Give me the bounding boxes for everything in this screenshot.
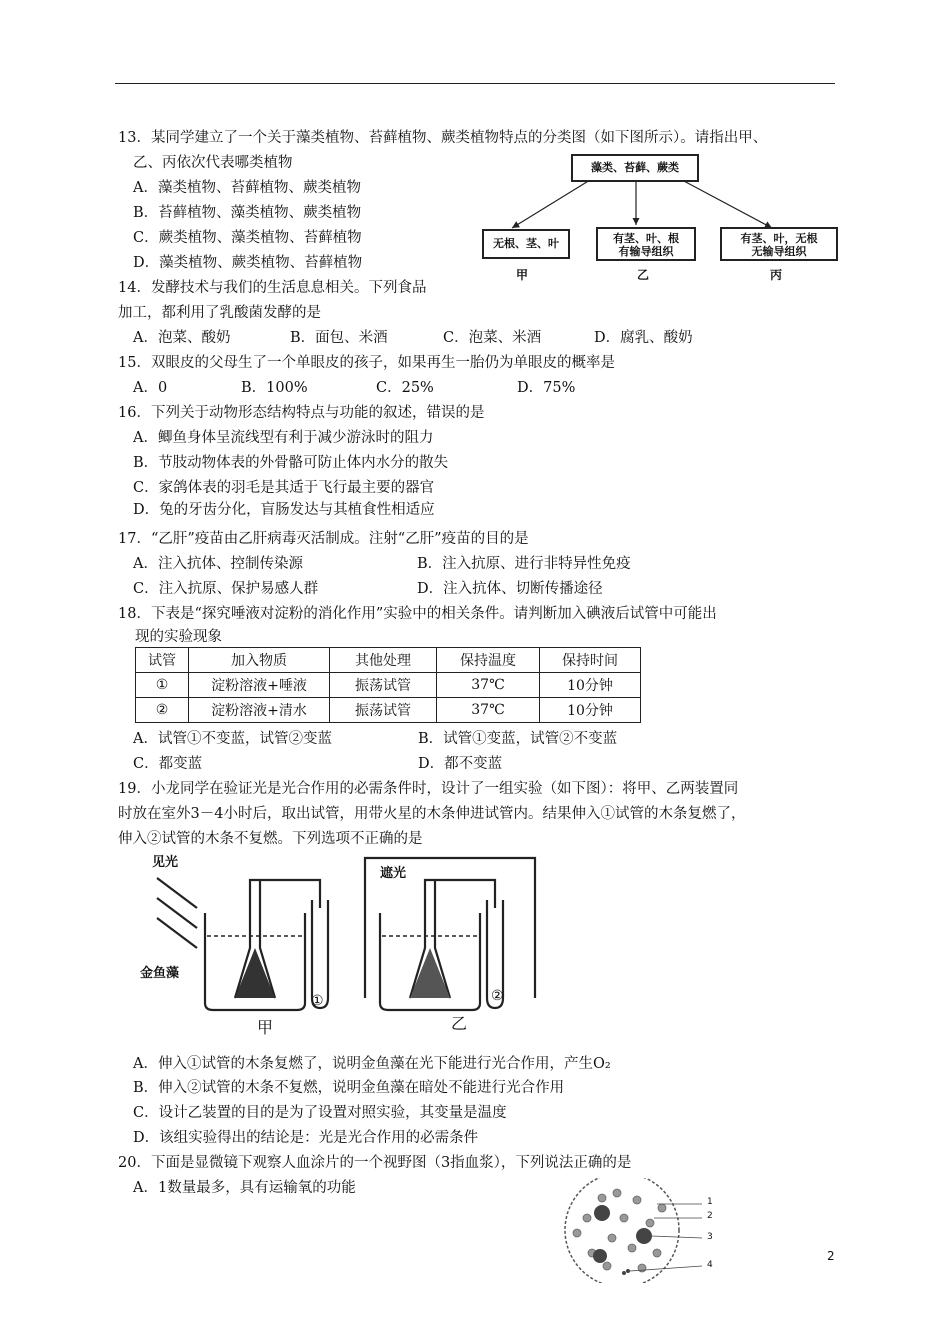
table-header: 其他处理 bbox=[330, 648, 437, 673]
q14-option-b: B．面包、米酒 bbox=[290, 330, 388, 346]
smear-label-3: 3 bbox=[707, 1232, 713, 1242]
table-header: 保持温度 bbox=[437, 648, 540, 673]
table-cell: ② bbox=[136, 698, 189, 723]
smear-label-2: 2 bbox=[707, 1211, 713, 1221]
q15-option-c: C．25% bbox=[376, 380, 434, 396]
q14-option-a: A．泡菜、酸奶 bbox=[133, 330, 231, 346]
diagram-right-box bbox=[720, 227, 838, 261]
table-cell: 淀粉溶液+清水 bbox=[189, 698, 330, 723]
table-cell: 37℃ bbox=[437, 698, 540, 723]
table-cell: 振荡试管 bbox=[330, 698, 437, 723]
table-row bbox=[136, 673, 641, 698]
q18-experiment-table bbox=[135, 647, 641, 723]
q19-stem-line1: 19．小龙同学在验证光是光合作用的必需条件时，设计了一组实验（如下图）：将甲、乙两装置同 bbox=[118, 781, 739, 797]
diagram-middle-box bbox=[596, 227, 696, 261]
table-cell: 10分钟 bbox=[540, 673, 641, 698]
q14-stem-line2: 加工，都利用了乳酸菌发酵的是 bbox=[118, 305, 321, 321]
q18-option-c: C．都变蓝 bbox=[133, 756, 203, 772]
diagram-label-yi: 乙 bbox=[637, 268, 650, 282]
smear-label-4: 4 bbox=[707, 1260, 713, 1270]
table-header-row bbox=[136, 648, 641, 673]
q19-option-b: B．伸入②试管的木条不复燃，说明金鱼藻在暗处不能进行光合作用 bbox=[133, 1080, 565, 1096]
smear-label-1: 1 bbox=[707, 1197, 713, 1207]
table-cell: 振荡试管 bbox=[330, 673, 437, 698]
q18-stem-line1: 18．下表是“探究唾液对淀粉的消化作用”实验中的相关条件。请判断加入碘液后试管中可能出 bbox=[118, 606, 717, 622]
q18-option-b: B．试管①变蓝，试管②不变蓝 bbox=[418, 731, 618, 747]
q16-option-d: D．兔的牙齿分化，盲肠发达与其植食性相适应 bbox=[133, 502, 435, 518]
diagram-label-jia: 甲 bbox=[516, 268, 529, 282]
q18-option-d: D．都不变蓝 bbox=[418, 756, 503, 772]
table-row bbox=[136, 698, 641, 723]
diagram-right-line2: 无输导组织 bbox=[751, 245, 807, 258]
diagram-right-line1: 有茎、叶，无根 bbox=[740, 232, 818, 245]
q13-option-d: D．藻类植物、蕨类植物、苔藓植物 bbox=[133, 255, 363, 271]
q15-option-a: A．0 bbox=[133, 380, 168, 396]
diagram-left-box: 无根、茎、叶 bbox=[482, 229, 570, 259]
q14-option-c: C．泡菜、米酒 bbox=[443, 330, 542, 346]
q13-stem-line1: 13．某同学建立了一个关于藻类植物、苔藓植物、蕨类植物特点的分类图（如下图所示）。请指出甲、 bbox=[118, 130, 768, 146]
q19-option-a: A．伸入①试管的木条复燃了，说明金鱼藻在光下能进行光合作用，产生O₂ bbox=[133, 1056, 611, 1072]
dark-label: 遮光 bbox=[380, 866, 407, 881]
q14-option-d: D．腐乳、酸奶 bbox=[594, 330, 693, 346]
q13-option-a: A．藻类植物、苔藓植物、蕨类植物 bbox=[133, 180, 361, 196]
q17-option-d: D．注入抗体、切断传播途径 bbox=[417, 581, 603, 597]
q19-option-c: C．设计乙装置的目的是为了设置对照实验，其变量是温度 bbox=[133, 1105, 507, 1121]
q13-option-c: C．蕨类植物、藻类植物、苔藓植物 bbox=[133, 230, 362, 246]
tube1-label: ① bbox=[311, 993, 324, 1009]
q14-stem-line1: 14．发酵技术与我们的生活息息相关。下列食品 bbox=[118, 280, 427, 296]
q17-option-c: C．注入抗原、保护易感人群 bbox=[133, 581, 319, 597]
q20-option-a: A．1数量最多，具有运输氧的功能 bbox=[133, 1180, 356, 1196]
table-header: 试管 bbox=[136, 648, 189, 673]
q19-stem-line2: 时放在室外3－4小时后，取出试管，用带火星的木条伸进试管内。结果伸入①试管的木条复燃了， bbox=[118, 806, 746, 822]
tube2-label: ② bbox=[491, 988, 504, 1004]
table-header: 加入物质 bbox=[189, 648, 330, 673]
header-rule bbox=[115, 83, 835, 84]
q15-stem: 15．双眼皮的父母生了一个单眼皮的孩子，如果再生一胎仍为单眼皮的概率是 bbox=[118, 355, 615, 371]
table-cell: 10分钟 bbox=[540, 698, 641, 723]
q18-stem-line2: 现的实验现象 bbox=[135, 629, 222, 645]
q17-option-a: A．注入抗体、控制传染源 bbox=[133, 556, 303, 572]
q19-stem-line3: 伸入②试管的木条不复燃。下列选项不正确的是 bbox=[118, 831, 423, 847]
q13-option-b: B．苔藓植物、藻类植物、蕨类植物 bbox=[133, 205, 362, 221]
photosynthesis-apparatus bbox=[135, 848, 540, 1038]
q17-stem: 17．“乙肝”疫苗由乙肝病毒灭活制成。注射“乙肝”疫苗的目的是 bbox=[118, 531, 529, 547]
apparatus-a-label: 甲 bbox=[257, 1018, 274, 1037]
diagram-top-box: 藻类、苔藓、蕨类 bbox=[571, 154, 699, 182]
diagram-middle-line2: 有输导组织 bbox=[618, 245, 674, 258]
apparatus-b-label: 乙 bbox=[451, 1014, 468, 1033]
q17-option-b: B．注入抗原、进行非特异性免疫 bbox=[417, 556, 631, 572]
diagram-label-bing: 丙 bbox=[770, 268, 783, 282]
table-cell: ① bbox=[136, 673, 189, 698]
q16-stem: 16．下列关于动物形态结构特点与功能的叙述，错误的是 bbox=[118, 405, 485, 421]
table-cell: 淀粉溶液+唾液 bbox=[189, 673, 330, 698]
q16-option-a: A．鲫鱼身体呈流线型有利于减少游泳时的阻力 bbox=[133, 430, 434, 446]
q18-option-a: A．试管①不变蓝，试管②变蓝 bbox=[133, 731, 332, 747]
q15-option-b: B．100% bbox=[241, 380, 308, 396]
table-cell: 37℃ bbox=[437, 673, 540, 698]
diagram-middle-line1: 有茎、叶、根 bbox=[613, 232, 679, 245]
q13-stem-line2: 乙、丙依次代表哪类植物 bbox=[133, 155, 293, 171]
light-label: 见光 bbox=[152, 855, 179, 870]
q16-option-b: B．节肢动物体表的外骨骼可防止体内水分的散失 bbox=[133, 455, 449, 471]
q16-option-c: C．家鸽体表的羽毛是其适于飞行最主要的器官 bbox=[133, 480, 435, 496]
q20-stem: 20．下面是显微镜下观察人血涂片的一个视野图（3指血浆），下列说法正确的是 bbox=[118, 1155, 632, 1171]
q15-option-d: D．75% bbox=[517, 380, 576, 396]
plant-label: 金鱼藻 bbox=[140, 966, 180, 981]
page-number: 2 bbox=[827, 1249, 835, 1263]
table-header: 保持时间 bbox=[540, 648, 641, 673]
q19-option-d: D．该组实验得出的结论是：光是光合作用的必需条件 bbox=[133, 1130, 479, 1146]
